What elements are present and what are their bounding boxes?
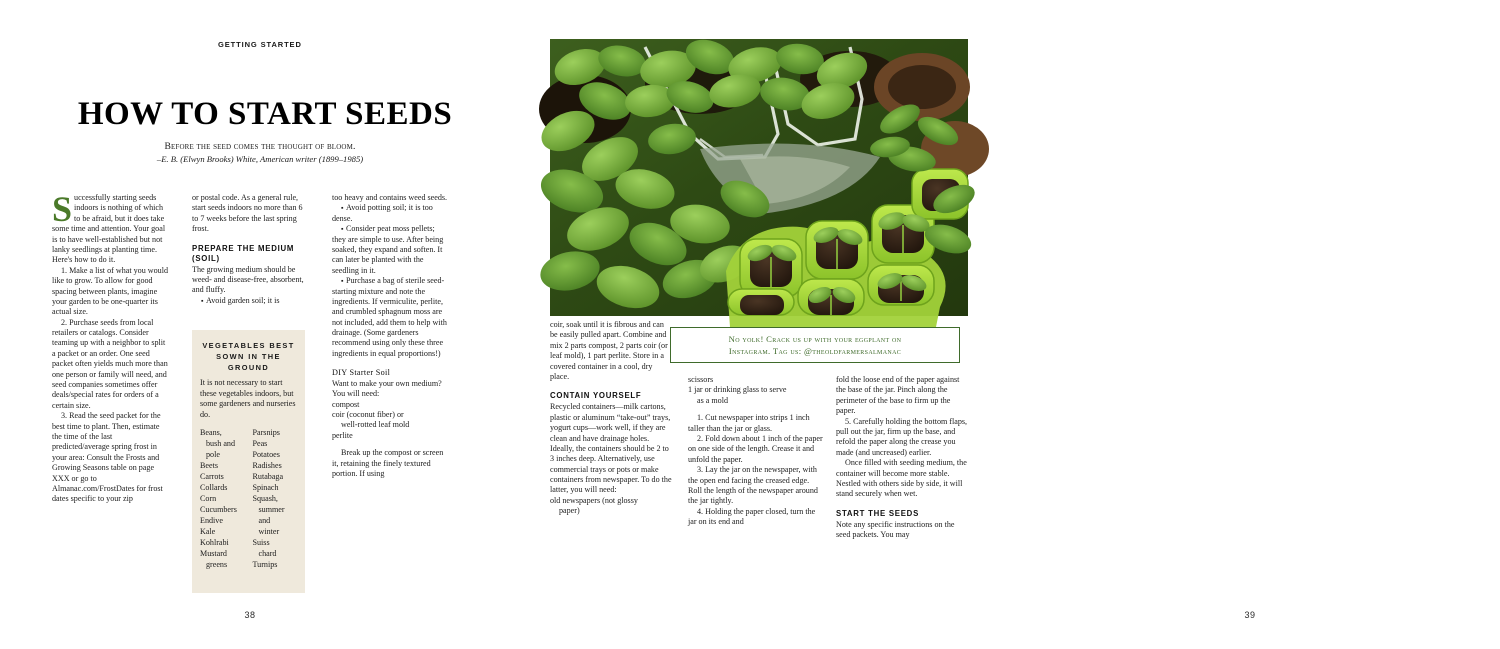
left-column-1 [52, 189, 170, 505]
step-item: 1. Cut newspaper into strips 1 inch taller than the jar or glass. [688, 413, 810, 433]
page-title: HOW TO START SEEDS [77, 96, 453, 132]
bullet-item: ▪ Purchase a bag of sterile seed-starting mixture and note the ingredients. If vermiculite, perlite, and crumbled sphagnum moss are not included, add them to help with drainage. (Some gardeners recommend using only these three ingredients in equal proportions!) [332, 276, 450, 359]
list-item: Mustard greens [200, 548, 245, 570]
right-column-2 [688, 375, 823, 527]
list-item: Carrots [200, 472, 224, 482]
section-heading: DIY Starter Soil [332, 368, 391, 378]
body-paragraph: 3. Read the seed packet for the best time to plant. Then, estimate the time of the last predicted/average spring frost in your area: Consult the Frosts and Growing Seasons table on page XXX or go to Almanac.com/FrostDates for frost dates specific to your zip [52, 411, 163, 504]
body-paragraph: 2. Purchase seeds from local retailers or catalogs. Consider teaming up with a neighbor to split a packet or an order. One seed packet often yields much more than one person or family will need, and seed companies sometimes offer deals/special rates for orders of a certain size. [52, 317, 168, 410]
right-page [500, 0, 1256, 649]
ingredient-item: well-rotted leaf mold [341, 420, 410, 430]
body-paragraph: The growing medium should be weed- and disease-free, absorbent, and fluffy. [192, 264, 304, 295]
list-item: scissors [688, 375, 714, 384]
list-item: Suiss chard [253, 537, 298, 559]
list-item-continuation: summer [258, 505, 285, 515]
section-heading: START THE SEEDS [836, 508, 920, 518]
list-item: 1 jar or drinking glass to serve [688, 385, 787, 395]
list-item: Squash, summer and winter [253, 493, 298, 537]
spacer [688, 406, 823, 413]
list-item: Parsnips [252, 428, 280, 438]
step-item: 5. Carefully holding the bottom flaps, pull out the jar, firm up the base, and refold the paper along the crease you made (and uncreased) earlier. [836, 416, 968, 457]
bullet-item: ▪ Consider peat moss pellets; they are simple to use. After being soaked, they expand and soften. It can later be planted with the seedling in it. [332, 224, 450, 276]
left-column-2 [192, 193, 310, 306]
step-item: 3. Lay the jar on the newspaper, with the open end facing the creased edge. Roll the length of the newspaper around the jar tightly. [688, 465, 818, 506]
list-item: Beets [200, 461, 218, 471]
callout-line-2: Instagram. Tag us: @theoldfarmersalmanac [728, 346, 902, 356]
vegetables-sidebar [192, 330, 305, 593]
seedlings-photo [550, 39, 968, 316]
drop-cap: S [52, 189, 73, 229]
section-heading: CONTAIN YOURSELF [550, 391, 642, 401]
body-text: uccessfully starting seeds indoors is nothing of which to be afraid, but it does take some time and attention. Your goal is to have well-established but not lanky seedlings at planting time. Here's how to do it. [52, 193, 166, 265]
list-item: Turnips [252, 560, 278, 570]
sidebar-title: VEGETABLES BEST SOWN IN THE GROUND [202, 341, 295, 373]
right-column-3 [836, 375, 968, 540]
list-item-continuation: pole [206, 450, 220, 460]
list-item: old newspapers (not glossy [550, 495, 638, 505]
body-paragraph: Once filled with seeding medium, the container will become more stable. Nestled with others side by side, it will stand securely when wet. [836, 458, 967, 499]
left-column-3 [332, 193, 450, 479]
body-paragraph: fold the loose end of the paper against the base of the jar. Pinch along the perimeter of the base to firm up the paper. [836, 375, 960, 416]
list-item-continuation: and [258, 516, 271, 526]
vegetable-list-left [200, 427, 245, 570]
list-item: Cucumbers [200, 505, 237, 515]
epigraph [60, 141, 460, 164]
body-paragraph: 1. Make a list of what you would like to grow. To allow for good spacing between plants, imagine your garden to be one-quarter its actual size. [52, 265, 169, 317]
ingredient-item: coir (coconut fiber) or [332, 409, 404, 419]
list-item: Spinach [252, 483, 279, 493]
body-paragraph: Break up the compost or screen it, retaining the finely textured portion. If using [332, 448, 444, 478]
seedlings-photo-graphic [550, 39, 968, 316]
body-paragraph: Want to make your own medium? You will need: [332, 378, 442, 399]
list-item: Kohlrabi [200, 538, 229, 548]
body-paragraph: Note any specific instructions on the seed packets. You may [836, 519, 955, 540]
body-paragraph: Recycled containers—milk cartons, plastic or aluminum “take-out” trays, yogurt cups—work well, if they are clean and have drainage holes. Ideally, the containers should be 2 to 3 inches deep. Alternatively, use commercial trays or pots or make containers from newspaper. To do the latter, you will need: [550, 402, 672, 495]
list-item: as a mold [697, 395, 729, 405]
list-item: Peas [252, 439, 268, 449]
sidebar-intro: It is not necessary to start these vegetables indoors, but some gardeners and nurseries do. [200, 378, 296, 419]
body-paragraph: or postal code. As a general rule, start seeds indoors no more than 6 to 7 weeks before the last spring frost. [192, 193, 303, 234]
list-item: Potatoes [252, 450, 280, 460]
ingredient-item: compost [332, 399, 360, 409]
list-item-continuation: winter [258, 527, 280, 537]
list-item: Corn [200, 494, 217, 504]
right-column-1 [550, 320, 672, 517]
page-number-left: 38 [244, 610, 256, 620]
right-page-columns [518, 320, 986, 610]
callout-line-1: No yolk! Crack us up with your eggplant on [728, 333, 902, 344]
list-item-continuation: chard [258, 549, 277, 559]
list-item: Beans, bush and pole [200, 427, 245, 460]
left-page [0, 0, 500, 649]
list-item: Rutabaga [252, 472, 284, 482]
spacer [332, 441, 450, 448]
epigraph-quote: Before the seed comes the thought of bloom. [164, 141, 356, 152]
ingredient-item: perlite [332, 430, 353, 440]
vegetable-lists [200, 427, 297, 570]
body-paragraph: too heavy and contains weed seeds. [332, 193, 448, 202]
list-item: Endive [200, 516, 223, 526]
running-head: GETTING STARTED [218, 40, 302, 49]
step-item: 4. Holding the paper closed, turn the jar on its end and [688, 506, 816, 527]
list-item: Collards [200, 483, 228, 493]
bullet-item: ▪ Avoid potting soil; it is too dense. [332, 203, 450, 224]
list-item: Kale [200, 527, 216, 537]
step-item: 2. Fold down about 1 inch of the paper on one side of the length. Crease it and unfold the paper. [688, 433, 823, 464]
list-item-continuation: bush and [206, 439, 235, 449]
list-item-continuation: greens [206, 560, 228, 570]
body-paragraph [52, 189, 170, 266]
page-number-right: 39 [1244, 610, 1256, 620]
epigraph-attribution: –E. B. (Elwyn Brooks) White, American writer (1899–1985) [156, 154, 364, 164]
list-item: paper) [559, 506, 580, 516]
bullet-item: ▪ Avoid garden soil; it is [192, 296, 310, 306]
body-paragraph: coir, soak until it is fibrous and can be easily pulled apart. Combine and mix 2 parts compost, 2 parts coir (or leaf mold), 1 part perlite. Store in a covered container in a cool, dry place. [550, 320, 668, 381]
list-item: Radishes [252, 461, 282, 471]
vegetable-list-right [253, 427, 298, 570]
section-heading: PREPARE THE MEDIUM (SOIL) [192, 243, 295, 263]
